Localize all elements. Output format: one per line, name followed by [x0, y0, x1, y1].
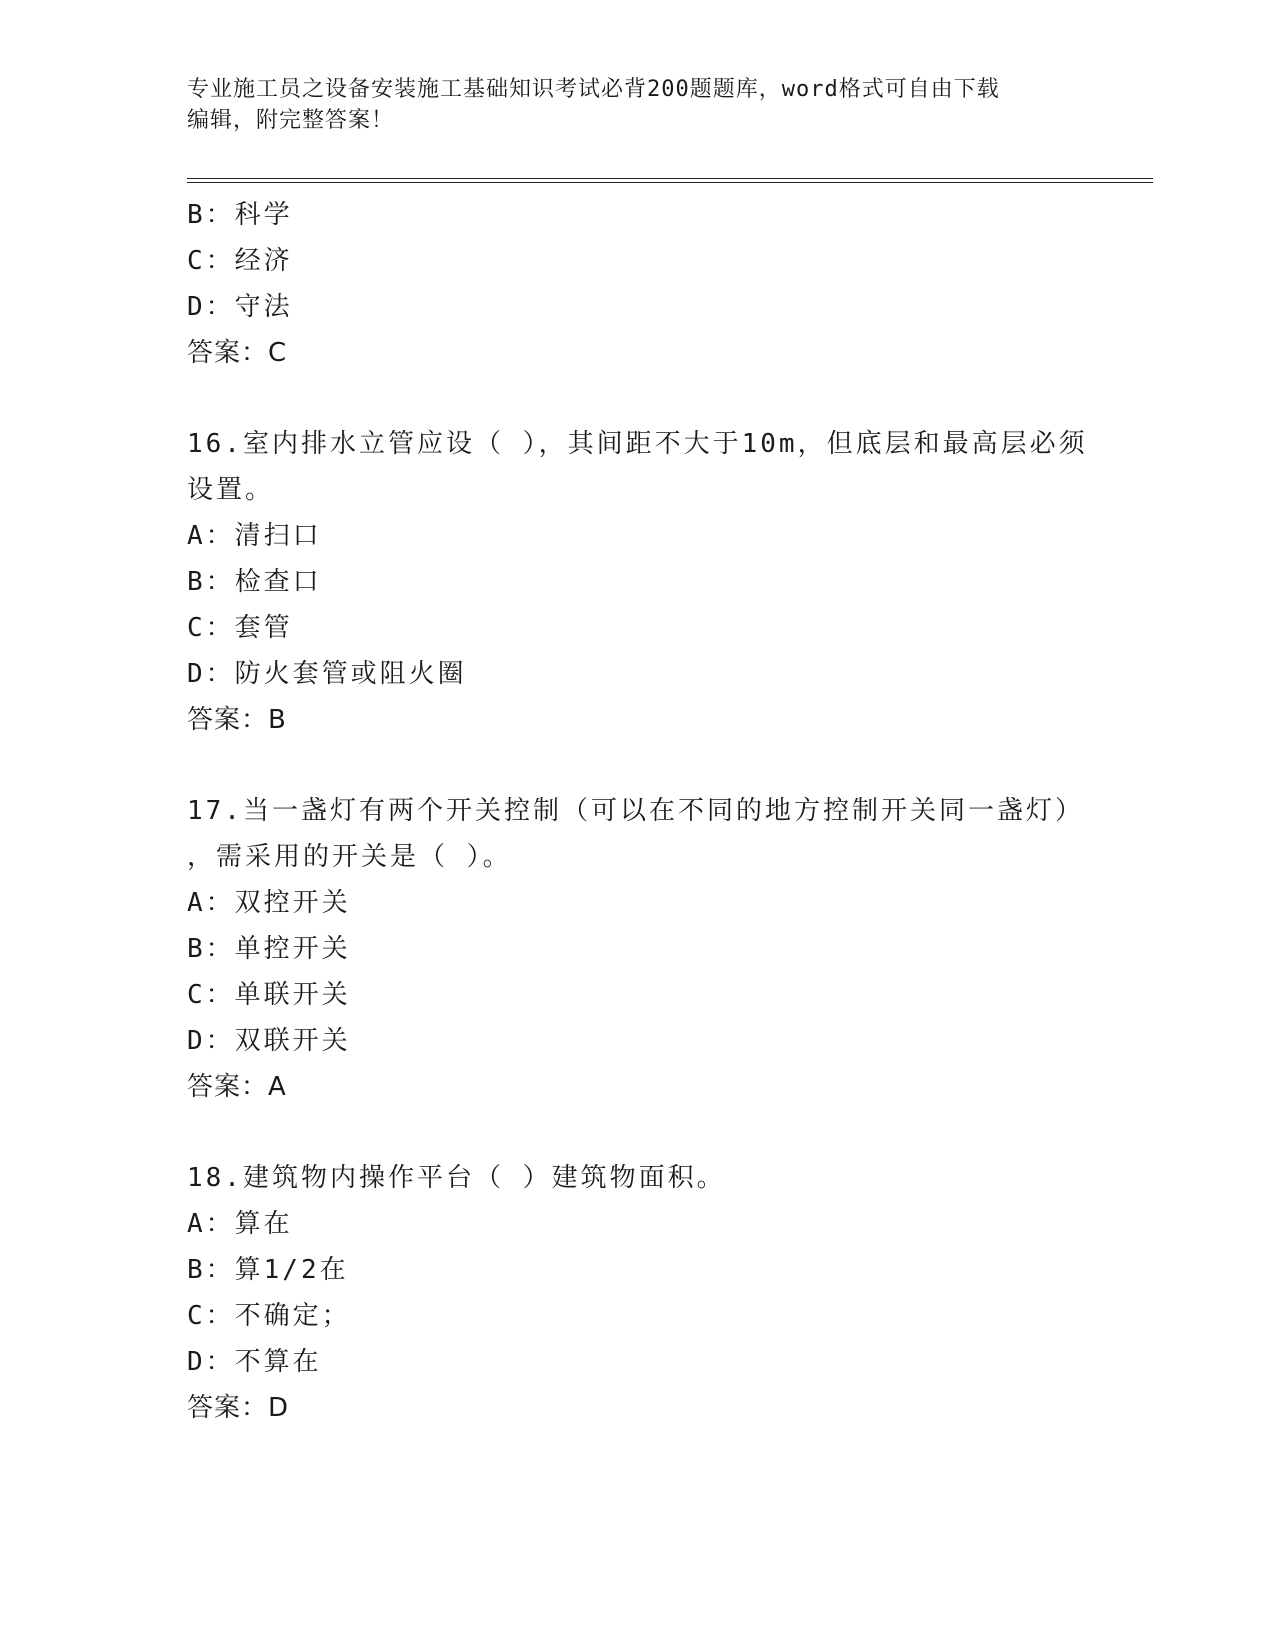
- option-d: D：双联开关: [187, 1026, 351, 1056]
- header-line-1: 专业施工员之设备安装施工基础知识考试必背200题题库，word格式可自由下载: [187, 77, 1000, 102]
- option-c: C：经济: [187, 246, 293, 276]
- option-a: A：算在: [187, 1209, 293, 1239]
- option-b: B：检查口: [187, 567, 322, 597]
- answer-line: 答案：D: [187, 1393, 290, 1423]
- option-b: B：算1/2在: [187, 1255, 349, 1285]
- question-15-continued: [187, 192, 1087, 376]
- question-stem: 17.当一盏灯有两个开关控制（可以在不同的地方控制开关同一盏灯）: [187, 796, 1084, 826]
- header-line-2: 编辑，附完整答案！: [187, 108, 395, 133]
- document-header: [187, 74, 1067, 136]
- header-divider-top: [187, 178, 1153, 179]
- question-spacer: [187, 376, 1087, 421]
- option-c: C：套管: [187, 613, 293, 643]
- question-stem: ，需采用的开关是（ ）。: [187, 842, 512, 872]
- answer-line: 答案：C: [187, 338, 288, 368]
- question-spacer: [187, 743, 1087, 788]
- option-a: A：双控开关: [187, 888, 351, 918]
- option-b: B：单控开关: [187, 934, 351, 964]
- answer-line: 答案：B: [187, 705, 287, 735]
- question-stem: 18.建筑物内操作平台（ ）建筑物面积。: [187, 1163, 726, 1193]
- option-d: D：不算在: [187, 1347, 322, 1377]
- option-c: C：不确定；: [187, 1301, 351, 1331]
- question-17: [187, 788, 1087, 1110]
- option-c: C：单联开关: [187, 980, 351, 1010]
- option-d: D：守法: [187, 292, 293, 322]
- header-divider-bottom: [187, 182, 1153, 183]
- option-a: A：清扫口: [187, 521, 322, 551]
- option-b: B：科学: [187, 200, 293, 230]
- question-spacer: [187, 1110, 1087, 1155]
- question-stem: 16.室内排水立管应设（ ），其间距不大于10m，但底层和最高层必须: [187, 429, 1088, 459]
- question-18: [187, 1155, 1087, 1431]
- question-16: [187, 421, 1087, 743]
- answer-line: 答案：A: [187, 1072, 287, 1102]
- option-d: D：防火套管或阻火圈: [187, 659, 467, 689]
- question-list: [187, 192, 1087, 1431]
- question-stem: 设置。: [187, 475, 275, 505]
